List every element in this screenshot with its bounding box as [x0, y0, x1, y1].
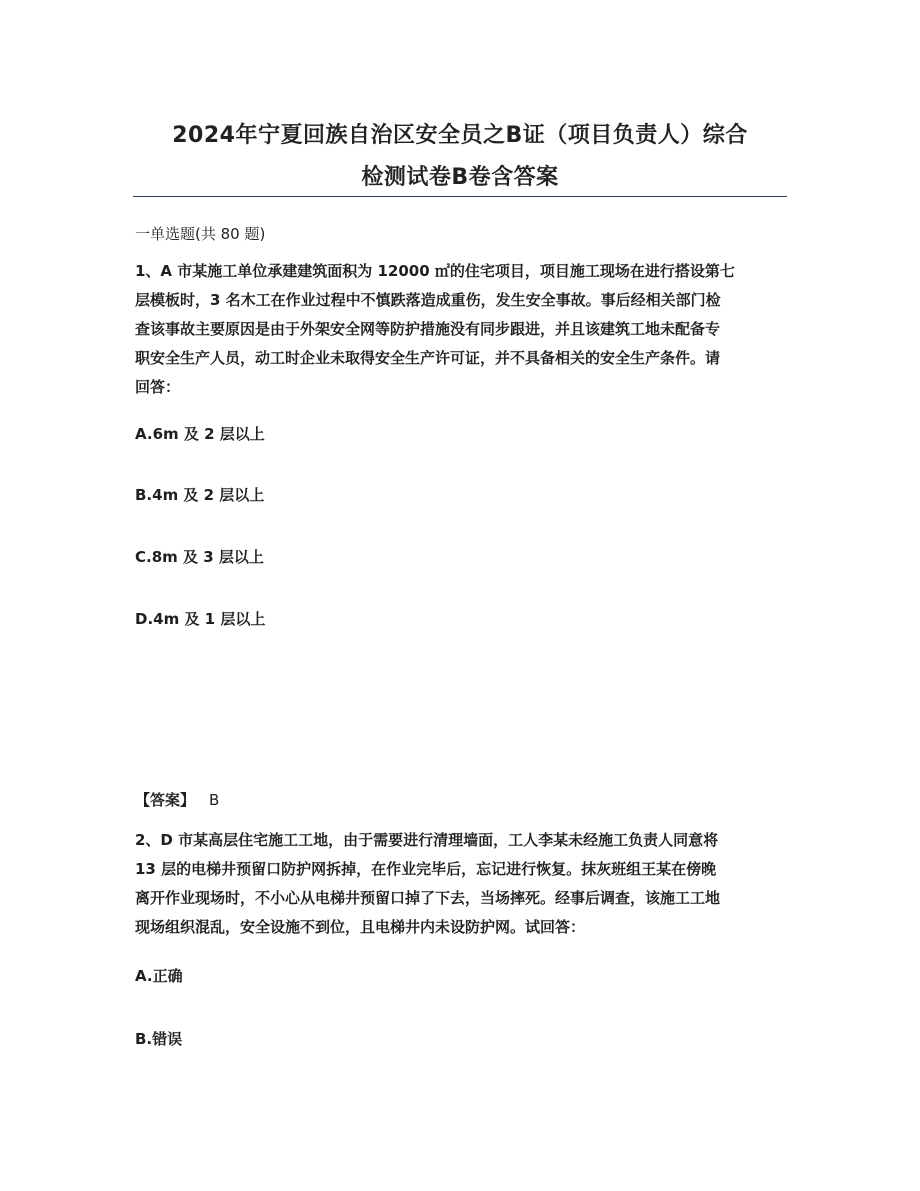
question-1-line: 回答： — [135, 378, 181, 396]
document-title-line-2: 检测试卷B卷含答案 — [361, 165, 559, 190]
question-2-line: 离开作业现场时，不小心从电梯井预留口掉了下去，当场摔死。经事后调查，该施工工地 — [135, 889, 721, 907]
question-2-option-a: A.正确 — [135, 967, 183, 985]
question-2-line: 2、D 市某高层住宅施工工地，由于需要进行清理墙面，工人李某未经施工负责人同意将 — [135, 831, 719, 849]
question-1-option-c: C.8m 及 3 层以上 — [135, 548, 264, 566]
document-title-line-1: 2024年宁夏回族自治区安全员之B证（项目负责人）综合 — [172, 123, 748, 148]
answer-label: 【答案】 — [135, 791, 196, 809]
question-1-line: 层模板时，3 名木工在作业过程中不慎跌落造成重伤，发生安全事故。事后经相关部门检 — [135, 291, 721, 309]
question-1-line: 查该事故主要原因是由于外架安全网等防护措施没有同步跟进，并且该建筑工地未配备专 — [135, 320, 721, 338]
answer-value: B — [209, 791, 220, 809]
question-2-option-b: B.错误 — [135, 1030, 183, 1048]
question-1-option-a: A.6m 及 2 层以上 — [135, 425, 265, 443]
title-divider — [133, 196, 787, 197]
question-1-answer — [135, 790, 219, 810]
question-1-text — [135, 257, 785, 402]
question-2-line: 现场组织混乱，安全设施不到位，且电梯井内未设防护网。试回答： — [135, 918, 586, 936]
question-2-text — [135, 826, 785, 942]
question-1-option-b: B.4m 及 2 层以上 — [135, 486, 265, 504]
question-1-line: 职安全生产人员，动工时企业未取得安全生产许可证，并不具备相关的安全生产条件。请 — [135, 349, 721, 367]
section-heading: 一单选题(共 80 题) — [135, 225, 266, 243]
question-1-line: 1、A 市某施工单位承建建筑面积为 12000 ㎡的住宅项目，项目施工现场在进行搭设第七 — [135, 262, 735, 280]
question-2-line: 13 层的电梯井预留口防护网拆掉，在作业完毕后，忘记进行恢复。抹灰班组王某在傍晚 — [135, 860, 717, 878]
question-1-option-d: D.4m 及 1 层以上 — [135, 610, 266, 628]
